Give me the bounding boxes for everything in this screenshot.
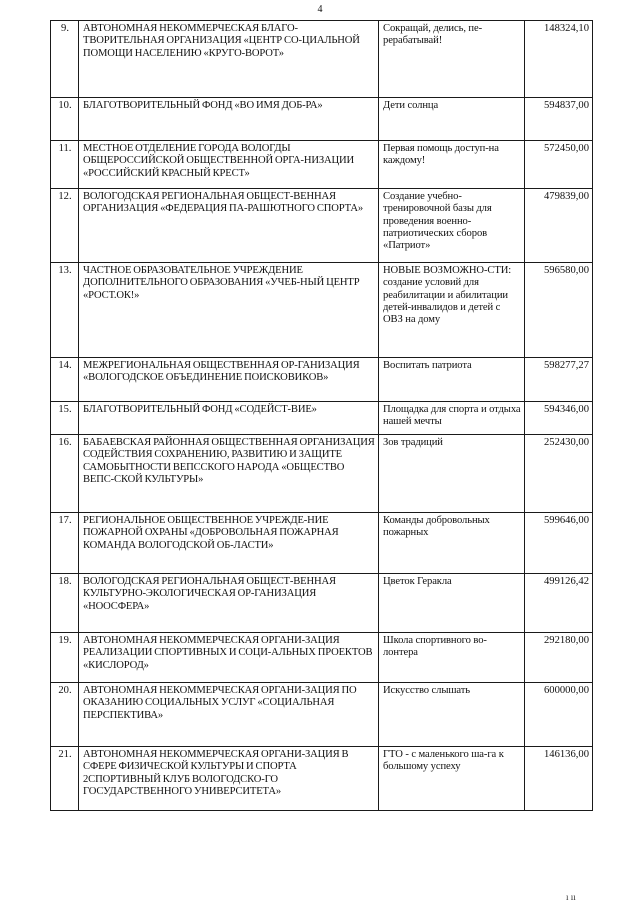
page-mark: ı ıı [566, 892, 576, 902]
project-title: Первая помощь доступ-на каждому! [379, 141, 525, 189]
row-number: 17. [51, 513, 79, 574]
organization-name: БАБАЕВСКАЯ РАЙОННАЯ ОБЩЕСТВЕННАЯ ОРГАНИЗАЦИЯ СОДЕЙСТВИЯ СОХРАНЕНИЮ, РАЗВИТИЮ И ЗАЩИТЕ САМОБЫТНОСТИ ВЕПССКОГО НАРОДА «ОБЩЕСТВО ВЕПС-СКОЙ КУЛЬТУРЫ» [79, 435, 379, 513]
table-row [51, 574, 593, 633]
grant-amount: 594346,00 [525, 402, 593, 435]
row-number: 11. [51, 141, 79, 189]
table-row [51, 435, 593, 513]
organization-name: МЕСТНОЕ ОТДЕЛЕНИЕ ГОРОДА ВОЛОГДЫ ОБЩЕРОССИЙСКОЙ ОБЩЕСТВЕННОЙ ОРГА-НИЗАЦИИ «РОССИЙСКИЙ КРАСНЫЙ КРЕСТ» [79, 141, 379, 189]
table-row [51, 402, 593, 435]
project-title: Создание учебно-тренировочной базы для проведения военно-патриотических сборов «Патриот» [379, 189, 525, 263]
table-row [51, 21, 593, 98]
row-number: 14. [51, 358, 79, 402]
row-number: 10. [51, 98, 79, 141]
table-row [51, 747, 593, 811]
project-title: Зов традиций [379, 435, 525, 513]
grants-table [50, 20, 593, 811]
grant-amount: 292180,00 [525, 633, 593, 683]
grant-amount: 599646,00 [525, 513, 593, 574]
organization-name: АВТОНОМНАЯ НЕКОММЕРЧЕСКАЯ ОРГАНИ-ЗАЦИЯ В СФЕРЕ ФИЗИЧЕСКОЙ КУЛЬТУРЫ И СПОРТА 2СПОРТИВНЫЙ КЛУБ ВОЛОГОДСКО-ГО ГОСУДАРСТВЕННОГО УНИВЕРСИТЕТА» [79, 747, 379, 811]
project-title: Воспитать патриота [379, 358, 525, 402]
project-title: Дети солнца [379, 98, 525, 141]
row-number: 20. [51, 683, 79, 747]
organization-name: БЛАГОТВОРИТЕЛЬНЫЙ ФОНД «ВО ИМЯ ДОБ-РА» [79, 98, 379, 141]
organization-name: МЕЖРЕГИОНАЛЬНАЯ ОБЩЕСТВЕННАЯ ОР-ГАНИЗАЦИЯ «ВОЛОГОДСКОЕ ОБЪЕДИНЕНИЕ ПОИСКОВИКОВ» [79, 358, 379, 402]
project-title: Сокращай, делись, пе-рерабатывай! [379, 21, 525, 98]
row-number: 12. [51, 189, 79, 263]
table-row [51, 263, 593, 358]
organization-name: АВТОНОМНАЯ НЕКОММЕРЧЕСКАЯ ОРГАНИ-ЗАЦИЯ ПО ОКАЗАНИЮ СОЦИАЛЬНЫХ УСЛУГ «СОЦИАЛЬНАЯ ПЕРСПЕКТИВА» [79, 683, 379, 747]
grant-amount: 479839,00 [525, 189, 593, 263]
table-row [51, 633, 593, 683]
organization-name: ЧАСТНОЕ ОБРАЗОВАТЕЛЬНОЕ УЧРЕЖДЕНИЕ ДОПОЛНИТЕЛЬНОГО ОБРАЗОВАНИЯ «УЧЕБ-НЫЙ ЦЕНТР «РОСТ.ОК!» [79, 263, 379, 358]
organization-name: БЛАГОТВОРИТЕЛЬНЫЙ ФОНД «СОДЕЙСТ-ВИЕ» [79, 402, 379, 435]
organization-name: АВТОНОМНАЯ НЕКОММЕРЧЕСКАЯ БЛАГО-ТВОРИТЕЛЬНАЯ ОРГАНИЗАЦИЯ «ЦЕНТР СО-ЦИАЛЬНОЙ ПОМОЩИ НАСЕЛЕНИЮ «КРУГО-ВОРОТ» [79, 21, 379, 98]
project-title: ГТО - с маленького ша-га к большому успеху [379, 747, 525, 811]
grant-amount: 572450,00 [525, 141, 593, 189]
table-row [51, 98, 593, 141]
row-number: 9. [51, 21, 79, 98]
table-row [51, 189, 593, 263]
row-number: 16. [51, 435, 79, 513]
grant-amount: 594837,00 [525, 98, 593, 141]
table-row [51, 683, 593, 747]
organization-name: ВОЛОГОДСКАЯ РЕГИОНАЛЬНАЯ ОБЩЕСТ-ВЕННАЯ КУЛЬТУРНО-ЭКОЛОГИЧЕСКАЯ ОР-ГАНИЗАЦИЯ «НООСФЕРА» [79, 574, 379, 633]
grant-amount: 146136,00 [525, 747, 593, 811]
project-title: Искусство слышать [379, 683, 525, 747]
project-title: Цветок Геракла [379, 574, 525, 633]
organization-name: РЕГИОНАЛЬНОЕ ОБЩЕСТВЕННОЕ УЧРЕЖДЕ-НИЕ ПОЖАРНОЙ ОХРАНЫ «ДОБРОВОЛЬНАЯ ПОЖАРНАЯ КОМАНДА ВОЛОГОДСКОЙ ОБ-ЛАСТИ» [79, 513, 379, 574]
organization-name: АВТОНОМНАЯ НЕКОММЕРЧЕСКАЯ ОРГАНИ-ЗАЦИЯ РЕАЛИЗАЦИИ СПОРТИВНЫХ И СОЦИ-АЛЬНЫХ ПРОЕКТОВ «КИСЛОРОД» [79, 633, 379, 683]
row-number: 15. [51, 402, 79, 435]
project-title: Команды добровольных пожарных [379, 513, 525, 574]
grant-amount: 596580,00 [525, 263, 593, 358]
grant-amount: 598277,27 [525, 358, 593, 402]
table-row [51, 513, 593, 574]
project-title: НОВЫЕ ВОЗМОЖНО-СТИ: создание условий для реабилитации и абилитации детей-инвалидов и детей с ОВЗ на дому [379, 263, 525, 358]
grant-amount: 252430,00 [525, 435, 593, 513]
row-number: 18. [51, 574, 79, 633]
table-row [51, 358, 593, 402]
grant-amount: 148324,10 [525, 21, 593, 98]
organization-name: ВОЛОГОДСКАЯ РЕГИОНАЛЬНАЯ ОБЩЕСТ-ВЕННАЯ ОРГАНИЗАЦИЯ «ФЕДЕРАЦИЯ ПА-РАШЮТНОГО СПОРТА» [79, 189, 379, 263]
grant-amount: 600000,00 [525, 683, 593, 747]
page-number: 4 [317, 4, 323, 15]
project-title: Школа спортивного во-лонтера [379, 633, 525, 683]
table-row [51, 141, 593, 189]
row-number: 19. [51, 633, 79, 683]
row-number: 13. [51, 263, 79, 358]
row-number: 21. [51, 747, 79, 811]
project-title: Площадка для спорта и отдыха нашей мечты [379, 402, 525, 435]
grant-amount: 499126,42 [525, 574, 593, 633]
